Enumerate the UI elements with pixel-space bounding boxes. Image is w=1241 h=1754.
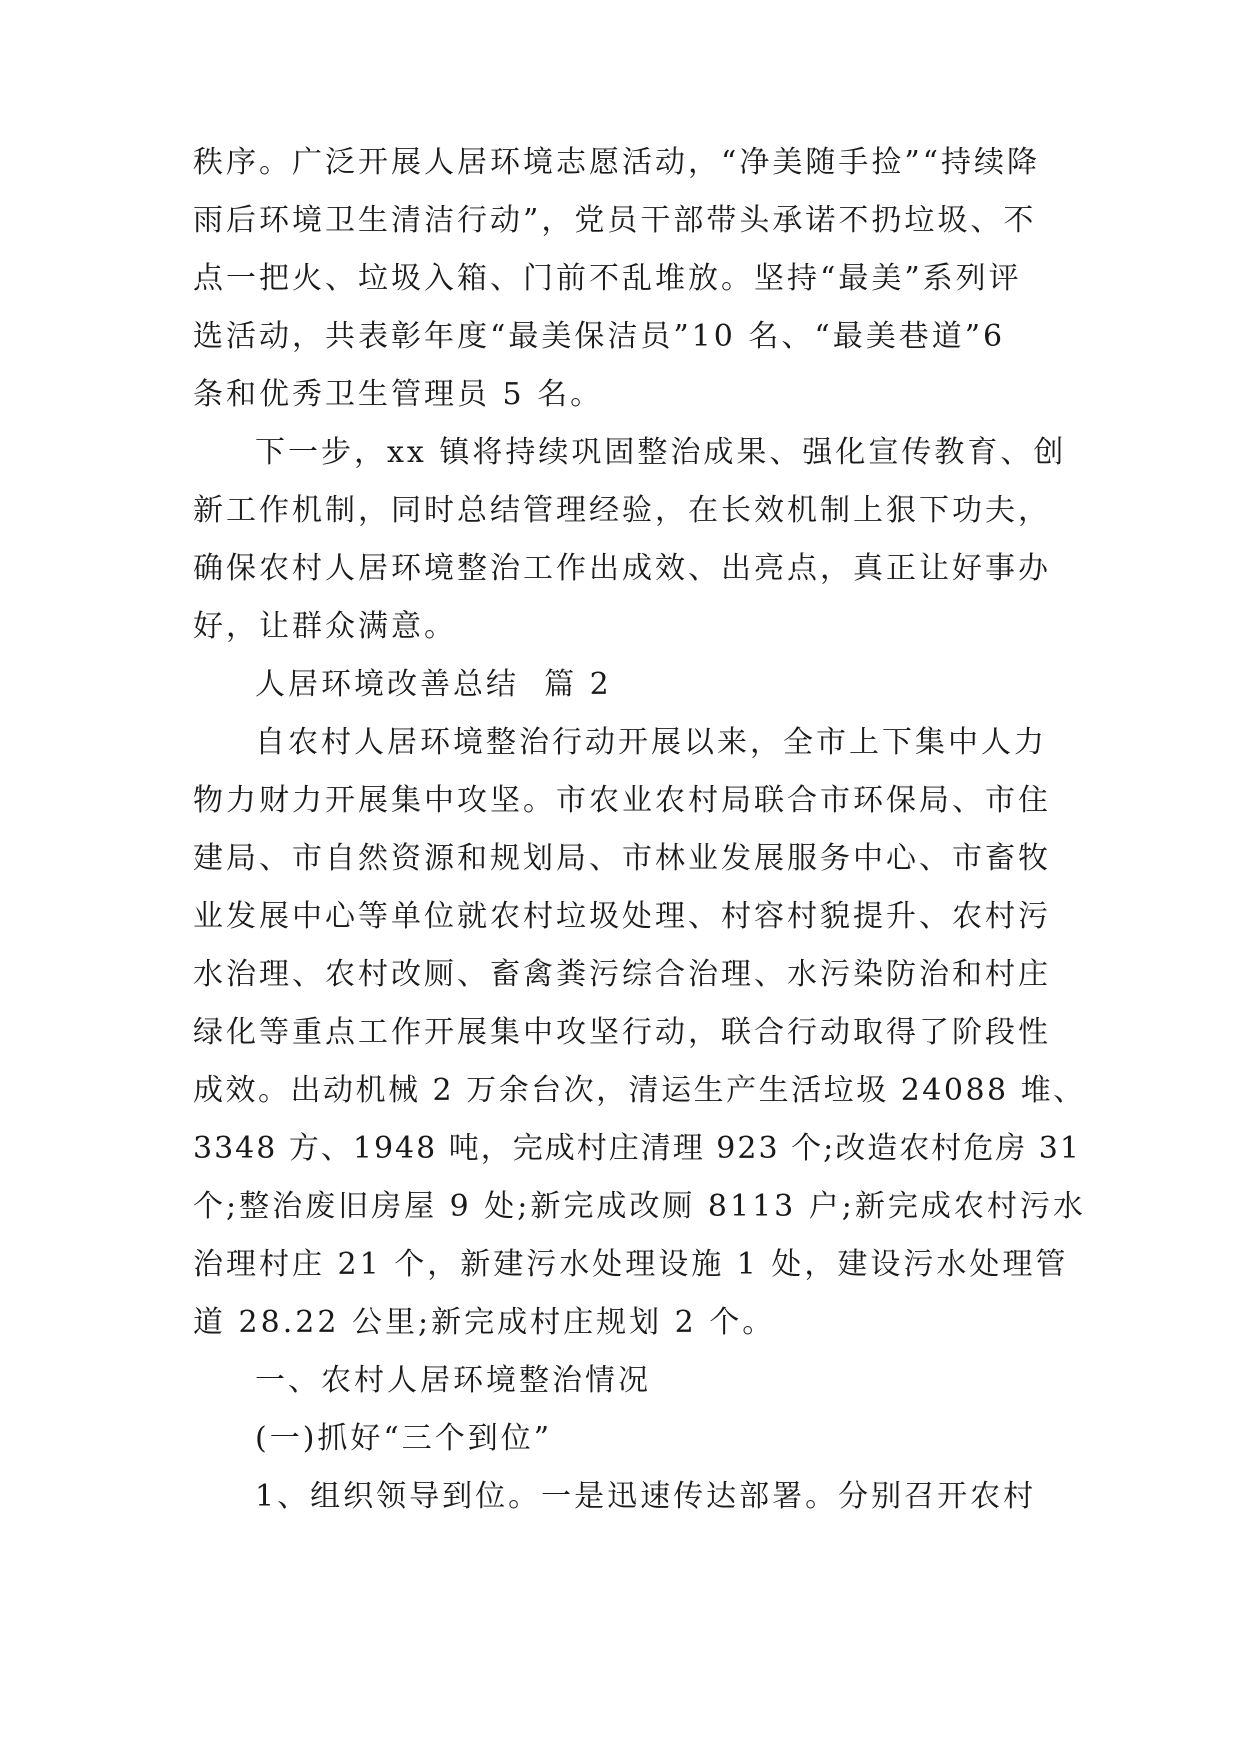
text-line: 绿化等重点工作开展集中攻坚行动，联合行动取得了阶段性 xyxy=(193,1015,1051,1050)
text-line: 雨后环境卫生清洁行动”，党员干部带头承诺不扔垃圾、不 xyxy=(193,203,1037,238)
subsection-heading: (一)抓好“三个到位” xyxy=(255,1421,553,1456)
text-line: 秩序。广泛开展人居环境志愿活动，“净美随手捡”“持续降 xyxy=(193,145,1041,180)
text-line: 好，让群众满意。 xyxy=(193,609,457,644)
paragraph-first-line: 自农村人居环境整治行动开展以来，全市上下集中人力 xyxy=(255,725,1047,760)
paragraph-first-line: 下一步，xx 镇将持续巩固整治成果、强化宣传教育、创 xyxy=(255,435,1067,470)
text-line: 物力财力开展集中攻坚。市农业农村局联合市环保局、市住 xyxy=(193,783,1051,818)
text-line: 治理村庄 21 个，新建污水处理设施 1 处，建设污水处理管 xyxy=(193,1247,1069,1282)
text-line: 确保农村人居环境整治工作出成效、出亮点，真正让好事办 xyxy=(193,551,1051,586)
text-line: 3348 方、1948 吨，完成村庄清理 923 个;改造农村危房 31 xyxy=(193,1131,1081,1166)
text-line: 道 28.22 公里;新完成村庄规划 2 个。 xyxy=(193,1305,776,1340)
text-line: 水治理、农村改厕、畜禽粪污综合治理、水污染防治和村庄 xyxy=(193,957,1051,992)
section-heading: 人居环境改善总结 篇 2 xyxy=(255,667,612,702)
paragraph-first-line: 1、组织领导到位。一是迅速传达部署。分别召开农村 xyxy=(255,1479,1037,1514)
section-heading: 一、农村人居环境整治情况 xyxy=(255,1363,651,1398)
text-line: 条和优秀卫生管理员 5 名。 xyxy=(193,377,604,412)
text-line: 建局、市自然资源和规划局、市林业发展服务中心、市畜牧 xyxy=(193,841,1051,876)
text-line: 个;整治废旧房屋 9 处;新完成改厕 8113 户;新完成农村污水 xyxy=(193,1189,1086,1224)
text-line: 成效。出动机械 2 万余台次，清运生产生活垃圾 24088 堆、 xyxy=(193,1073,1086,1108)
text-line: 点一把火、垃圾入箱、门前不乱堆放。坚持“最美”系列评 xyxy=(193,261,1022,296)
text-line: 业发展中心等单位就农村垃圾处理、村容村貌提升、农村污 xyxy=(193,899,1051,934)
text-line: 选活动，共表彰年度“最美保洁员”10 名、“最美巷道”6 xyxy=(193,319,1006,354)
text-line: 新工作机制，同时总结管理经验，在长效机制上狠下功夫， xyxy=(193,493,1051,528)
